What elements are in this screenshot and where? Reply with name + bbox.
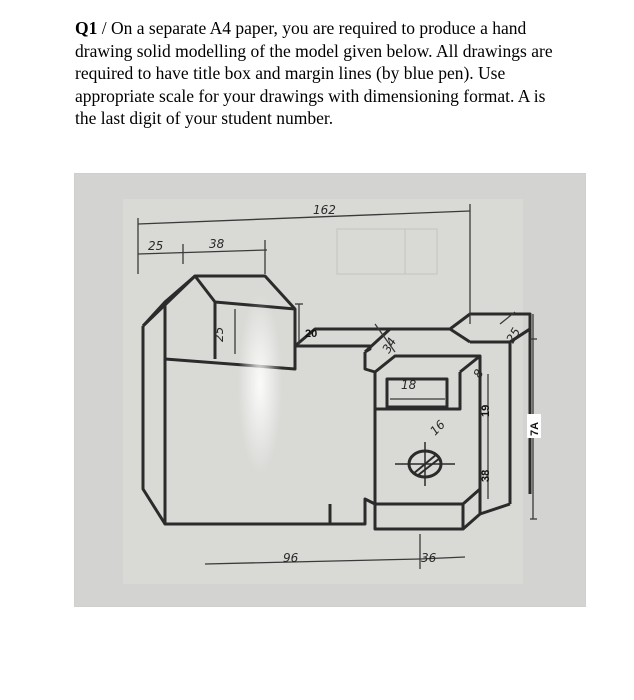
photo-glare [238,294,282,474]
dim-34: 34 [379,335,400,356]
dim-162: 162 [313,203,336,217]
dim-25-top: 25 [212,326,226,342]
dim-7a-label [527,414,541,438]
question-separator: / [97,18,111,38]
isometric-drawing [75,174,585,606]
question-body: On a separate A4 paper, you are required to produce a hand drawing solid modelling of the model given below. All drawings are required to have title box and margin lines (by blue pen). Use appropriate scale for your drawings with dimensioning format. A is the last digit of your student number. [75,18,553,128]
dim-20: 20 [305,328,318,340]
dim-25-right: 25 [503,325,524,346]
question-text [75,17,555,130]
dim-38-block: 38 [480,469,492,482]
dim-25-left: 25 [148,239,164,253]
dim-38: 38 [209,237,225,251]
dim-96: 96 [283,551,299,565]
dim-18: 18 [401,378,417,392]
dim-19: 19 [480,404,492,417]
dim-16: 16 [427,417,448,439]
dim-8: 8 [470,366,487,381]
dim-36: 36 [421,551,437,565]
technical-drawing-photo [74,173,586,607]
question-number: Q1 [75,18,98,38]
svg-text:7A: 7A [529,421,541,436]
